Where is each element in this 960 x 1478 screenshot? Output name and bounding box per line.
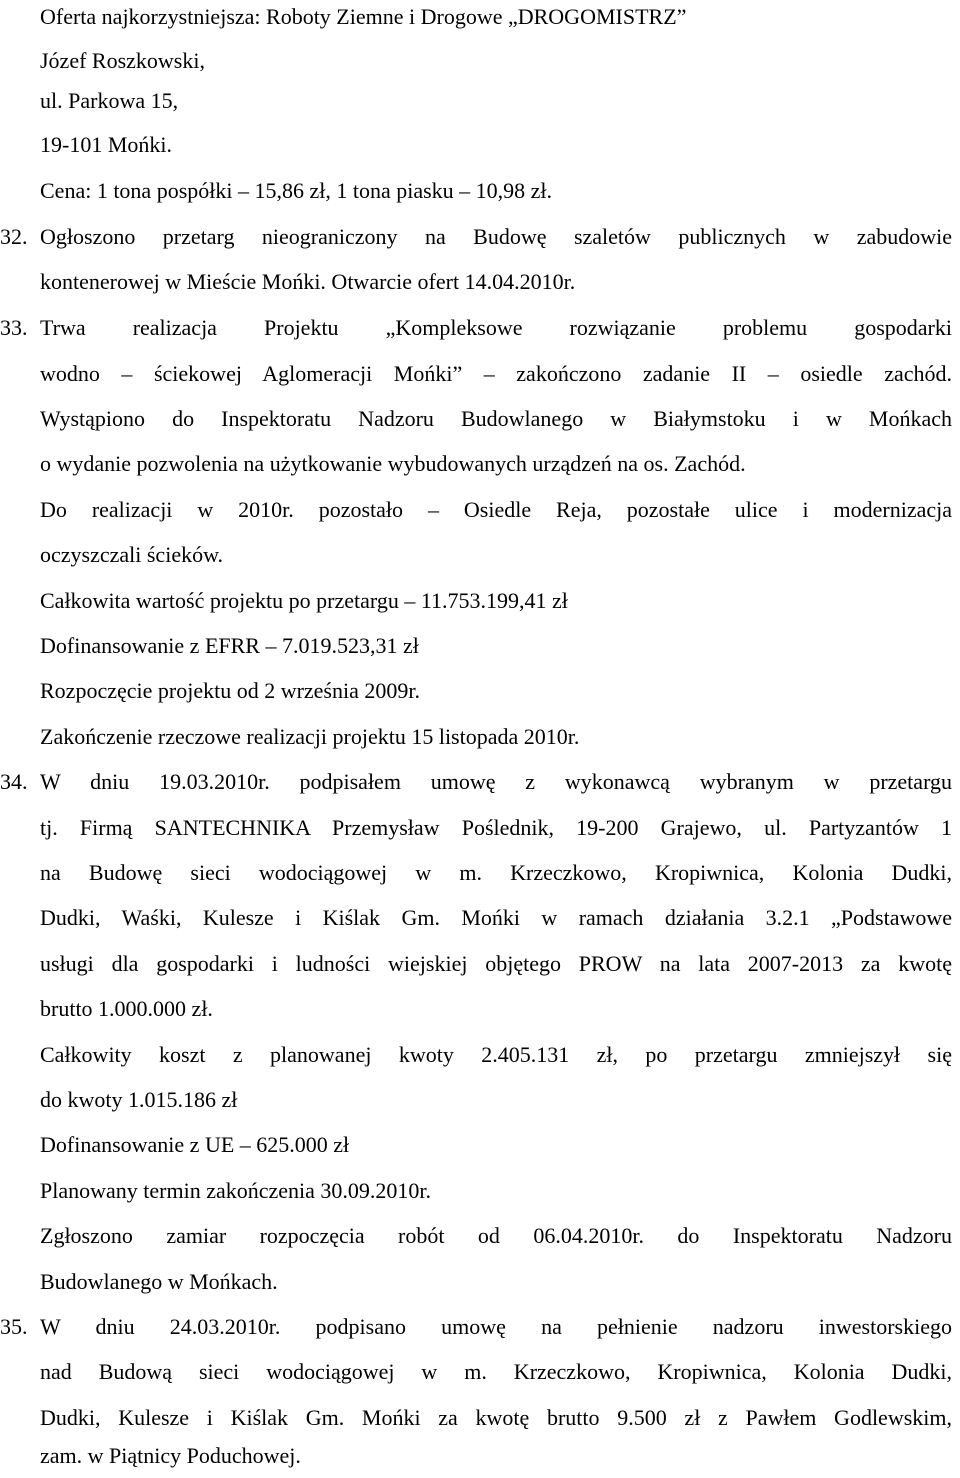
text-line: Dudki, Kulesze i Kiślak Gm. Mońki za kwotę brutto 9.500 zł z Pawłem Godlewskim, <box>40 1405 952 1430</box>
text-line: kontenerowej w Mieście Mońki. Otwarcie ofert 14.04.2010r. <box>40 269 576 294</box>
text-line: 19-101 Mońki. <box>40 132 172 157</box>
text-line: na Budowę sieci wodociągowej w m. Krzeczkowo, Kropiwnica, Kolonia Dudki, <box>40 860 952 885</box>
text-line: W dniu 24.03.2010r. podpisano umowę na pełnienie nadzoru inwestorskiego <box>40 1314 952 1339</box>
text-line: wodno – ściekowej Aglomeracji Mońki” – zakończono zadanie II – osiedle zachód. <box>40 361 952 386</box>
text-line: Cena: 1 tona pospółki – 15,86 zł, 1 tona piasku – 10,98 zł. <box>40 178 553 203</box>
text-line: Budowlanego w Mońkach. <box>40 1269 278 1294</box>
text-line: Józef Roszkowski, <box>40 48 205 73</box>
text-line: ul. Parkowa 15, <box>40 88 179 113</box>
text-line: nad Budową sieci wodociągowej w m. Krzeczkowo, Kropiwnica, Kolonia Dudki, <box>40 1359 952 1384</box>
text-line: usługi dla gospodarki i ludności wiejskiej objętego PROW na lata 2007-2013 za kwotę <box>40 951 952 976</box>
text-line: zam. w Piątnicy Poduchowej. <box>40 1443 301 1468</box>
text-line: Zakończenie rzeczowe realizacji projektu 15 listopada 2010r. <box>40 724 580 749</box>
text-line: tj. Firmą SANTECHNIKA Przemysław Poślednik, 19-200 Grajewo, ul. Partyzantów 1 <box>40 815 952 840</box>
text-line: Zgłoszono zamiar rozpoczęcia robót od 06.04.2010r. do Inspektoratu Nadzoru <box>40 1223 952 1248</box>
text-line: Ogłoszono przetarg nieograniczony na Budowę szaletów publicznych w zabudowie <box>40 224 952 249</box>
text-line: Całkowity koszt z planowanej kwoty 2.405.131 zł, po przetargu zmniejszył się <box>40 1042 952 1067</box>
text-line: brutto 1.000.000 zł. <box>40 996 213 1021</box>
text-line: W dniu 19.03.2010r. podpisałem umowę z wykonawcą wybranym w przetargu <box>40 769 952 794</box>
item-number: 33. <box>0 315 28 340</box>
text-line: Dofinansowanie z EFRR – 7.019.523,31 zł <box>40 633 419 658</box>
text-line: Oferta najkorzystniejsza: Roboty Ziemne i Drogowe „DROGOMISTRZ” <box>40 4 687 29</box>
text-line: Całkowita wartość projektu po przetargu – 11.753.199,41 zł <box>40 588 568 613</box>
text-line: Dudki, Waśki, Kulesze i Kiślak Gm. Mońki w ramach działania 3.2.1 „Podstawowe <box>40 905 952 930</box>
text-line: o wydanie pozwolenia na użytkowanie wybudowanych urządzeń na os. Zachód. <box>40 451 746 476</box>
text-line: do kwoty 1.015.186 zł <box>40 1087 238 1112</box>
text-line: Wystąpiono do Inspektoratu Nadzoru Budowlanego w Białymstoku i w Mońkach <box>40 406 952 431</box>
text-line: oczyszczali ścieków. <box>40 542 224 567</box>
text-line: Rozpoczęcie projektu od 2 września 2009r. <box>40 678 420 703</box>
item-number: 34. <box>0 769 28 794</box>
item-number: 32. <box>0 224 28 249</box>
text-line: Dofinansowanie z UE – 625.000 zł <box>40 1132 350 1157</box>
text-line: Planowany termin zakończenia 30.09.2010r. <box>40 1178 432 1203</box>
text-line: Do realizacji w 2010r. pozostało – Osiedle Reja, pozostałe ulice i modernizacja <box>40 497 952 522</box>
item-number: 35. <box>0 1314 28 1339</box>
text-line: Trwa realizacja Projektu „Kompleksowe rozwiązanie problemu gospodarki <box>40 315 952 340</box>
